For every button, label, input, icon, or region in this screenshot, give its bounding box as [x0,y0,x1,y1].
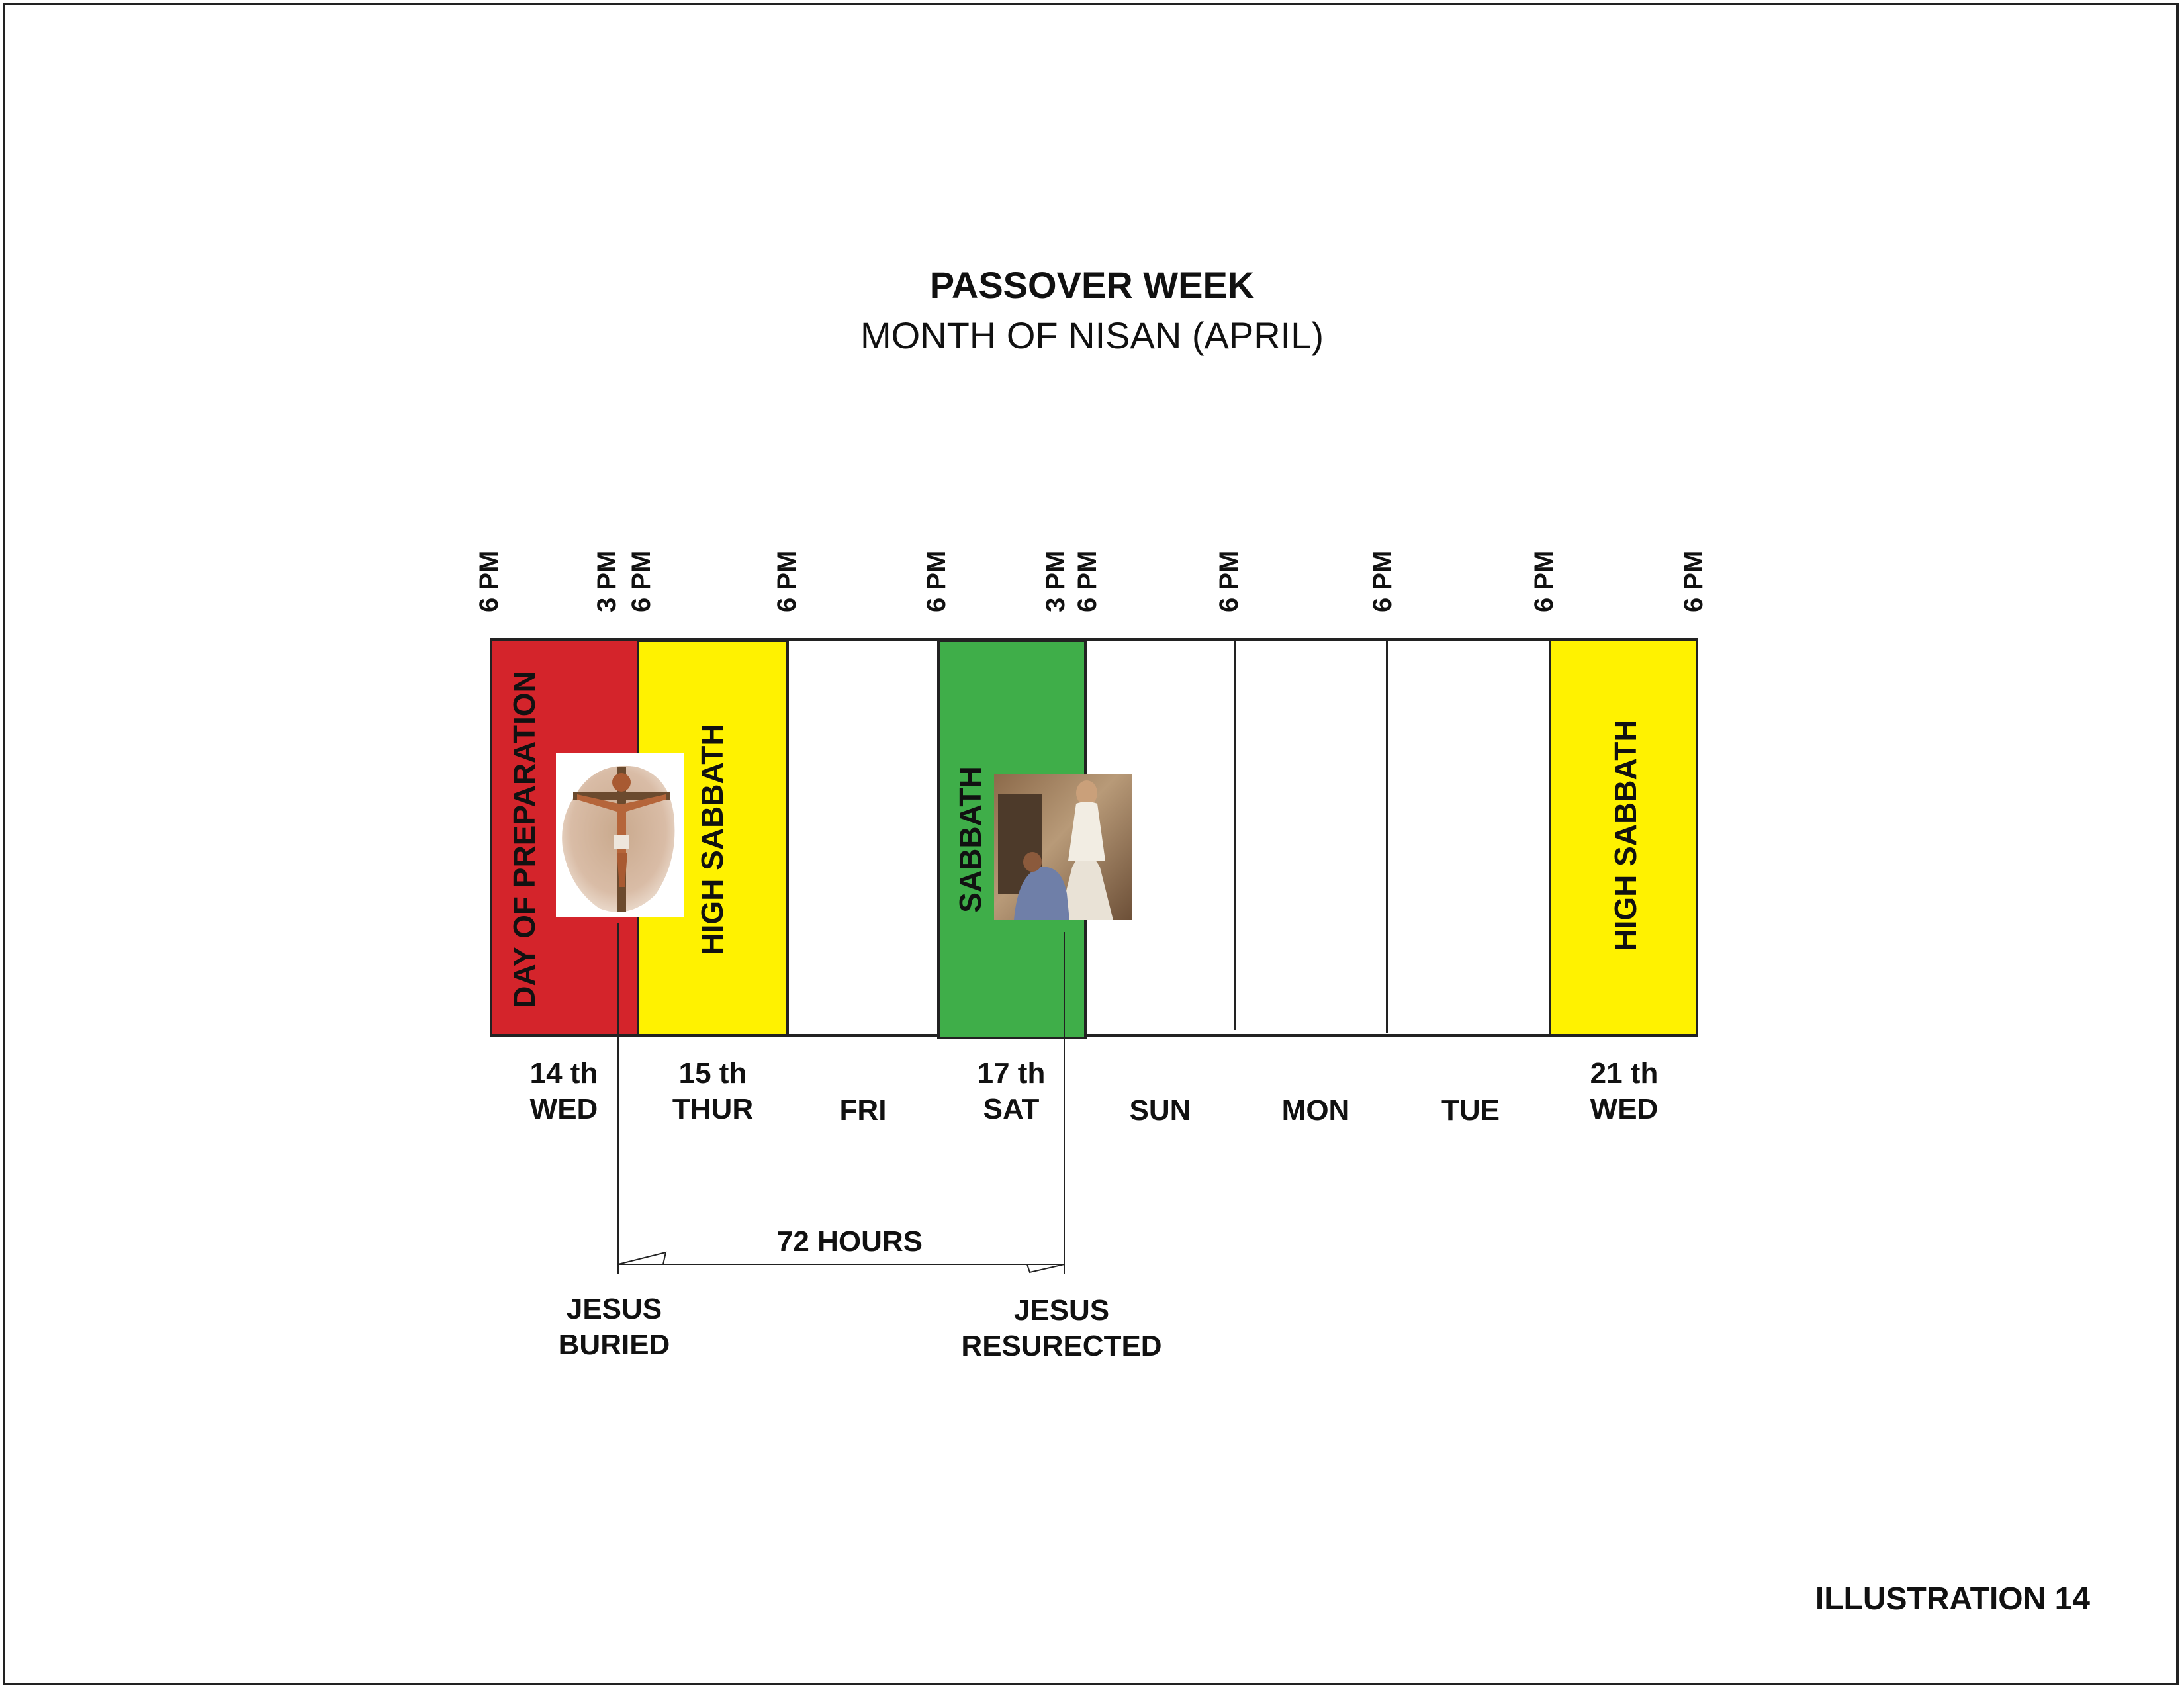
time-marker: 6 PM [1073,550,1102,612]
band-label-high-sabbath: HIGH SABBATH [695,724,729,955]
page-subtitle: MONTH OF NISAN (APRIL) [860,314,1324,356]
span-arrow-right [1027,1264,1064,1272]
time-marker: 6 PM [772,550,801,612]
span-arrow-left [618,1252,666,1264]
day-label-weekday: WED [1590,1093,1659,1125]
time-marker: 3 PM [592,550,621,612]
band-label-preparation: DAY OF PREPARATION [507,671,541,1008]
buried-label-line2: BURIED [558,1329,670,1361]
time-marker: 6 PM [1214,550,1244,612]
illustration-number: ILLUSTRATION 14 [1815,1581,2090,1617]
day-label-weekday: SAT [983,1093,1040,1125]
time-marker: 6 PM [922,550,951,612]
time-marker: 6 PM [627,550,656,612]
band-label-high-sabbath-end: HIGH SABBATH [1608,720,1643,951]
time-marker: 6 PM [475,550,504,612]
day-label-weekday: MON [1281,1094,1350,1127]
day-label-date: 21 th [1590,1057,1659,1090]
crucifixion-image [556,753,684,917]
resurrection-image [994,774,1132,920]
buried-label-line1: JESUS [566,1293,662,1325]
time-marker: 6 PM [1529,550,1559,612]
band-label-sabbath: SABBATH [953,766,987,913]
day-label-date: 14 th [529,1057,598,1090]
day-label-weekday: WED [529,1093,598,1125]
day-label-date: 15 th [678,1057,747,1090]
resurrected-label-line2: RESURECTED [961,1330,1162,1362]
day-label-date: 17 th [977,1057,1046,1090]
time-marker: 6 PM [1679,550,1708,612]
day-label-weekday: FRI [839,1094,887,1127]
resurrected-label-line1: JESUS [1013,1294,1110,1327]
day-label-weekday: SUN [1129,1094,1191,1127]
span-label: 72 HOURS [776,1225,923,1258]
day-label-weekday: THUR [672,1093,754,1125]
page-title: PASSOVER WEEK [929,264,1255,306]
time-marker: 6 PM [1368,550,1397,612]
time-marker: 3 PM [1041,550,1070,612]
day-label-weekday: TUE [1441,1094,1500,1127]
